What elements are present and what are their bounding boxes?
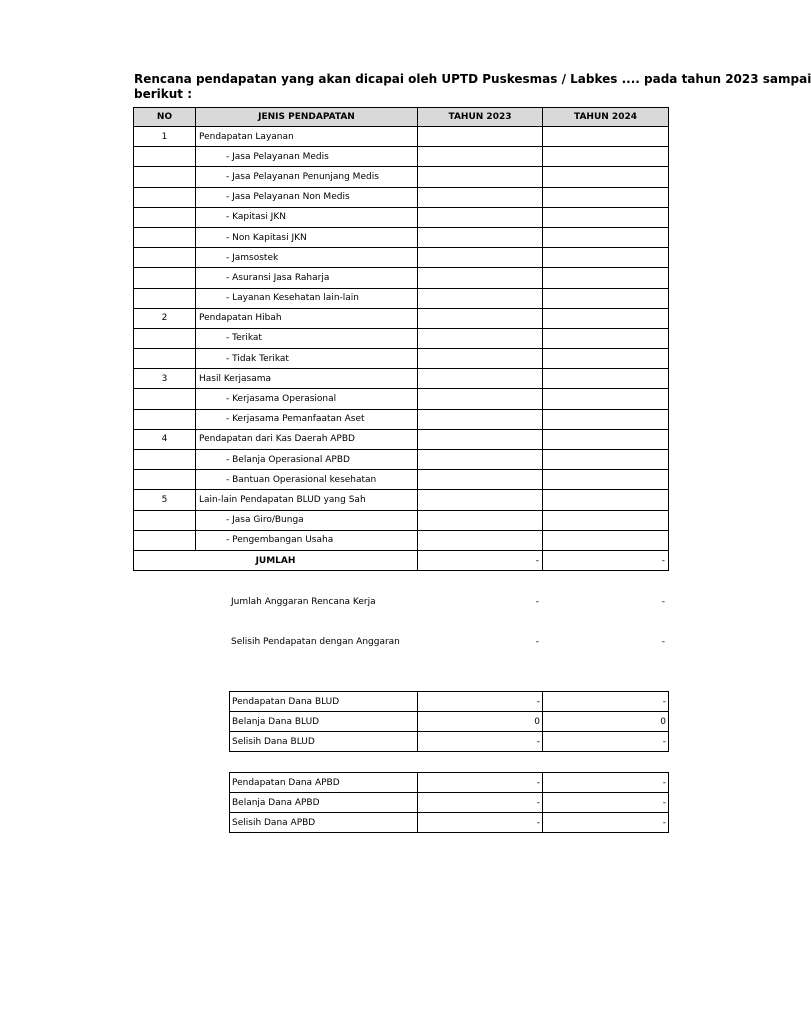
row-tahun-2024 (543, 530, 669, 550)
row-tahun-2023 (418, 389, 543, 409)
table-row (134, 429, 669, 449)
row-tahun-2024 (543, 389, 669, 409)
blud-table (229, 691, 669, 752)
apbd-table-body (230, 773, 669, 833)
blud-row (230, 692, 669, 712)
table-row (134, 470, 669, 490)
row-jenis-pendapatan: - Asuransi Jasa Raharja (196, 268, 418, 288)
table-row (134, 308, 669, 328)
apbd-2023: - (418, 773, 543, 793)
row-no: 5 (134, 490, 196, 510)
table-row (134, 510, 669, 530)
row-tahun-2024 (543, 127, 669, 147)
row-tahun-2023 (418, 490, 543, 510)
row-no (134, 207, 196, 227)
row-tahun-2024 (543, 268, 669, 288)
title-line-2: berikut : (134, 87, 192, 101)
row-jenis-pendapatan: - Layanan Kesehatan lain-lain (196, 288, 418, 308)
row-no (134, 409, 196, 429)
blud-2024: - (543, 692, 669, 712)
row-tahun-2024 (543, 510, 669, 530)
row-jenis-pendapatan: Pendapatan dari Kas Daerah APBD (196, 429, 418, 449)
row-tahun-2024 (543, 450, 669, 470)
row-tahun-2023 (418, 227, 543, 247)
table-row (134, 369, 669, 389)
row-tahun-2023 (418, 369, 543, 389)
row-tahun-2024 (543, 288, 669, 308)
row-no: 2 (134, 308, 196, 328)
row-tahun-2023 (418, 127, 543, 147)
blud-label: Pendapatan Dana BLUD (230, 692, 418, 712)
row-tahun-2023 (418, 147, 543, 167)
row-tahun-2023 (418, 207, 543, 227)
apbd-2023: - (418, 793, 543, 813)
row-jenis-pendapatan: - Kerjasama Operasional (196, 389, 418, 409)
summary-anggaran-2024: - (661, 597, 665, 607)
row-no (134, 450, 196, 470)
apbd-2024: - (543, 773, 669, 793)
row-tahun-2023 (418, 450, 543, 470)
row-no (134, 530, 196, 550)
blud-2024: 0 (543, 712, 669, 732)
header-tahun-2023: TAHUN 2023 (418, 108, 543, 127)
row-tahun-2023 (418, 187, 543, 207)
blud-label: Selisih Dana BLUD (230, 732, 418, 752)
table-row (134, 147, 669, 167)
blud-row (230, 732, 669, 752)
table-row (134, 187, 669, 207)
row-no (134, 167, 196, 187)
row-tahun-2024 (543, 490, 669, 510)
row-jenis-pendapatan: - Bantuan Operasional kesehatan (196, 470, 418, 490)
row-jenis-pendapatan: - Non Kapitasi JKN (196, 227, 418, 247)
row-tahun-2024 (543, 167, 669, 187)
apbd-row (230, 813, 669, 833)
row-tahun-2024 (543, 429, 669, 449)
table-row (134, 349, 669, 369)
table-row (134, 288, 669, 308)
blud-2023: 0 (418, 712, 543, 732)
blud-2024: - (543, 732, 669, 752)
summary-selisih-2024: - (661, 637, 665, 647)
table-row (134, 389, 669, 409)
table-row (134, 227, 669, 247)
table-row-total (134, 550, 669, 570)
table-row (134, 268, 669, 288)
row-tahun-2023 (418, 328, 543, 348)
table-body (134, 127, 669, 571)
row-tahun-2023 (418, 409, 543, 429)
table-row (134, 248, 669, 268)
row-jenis-pendapatan: - Jasa Pelayanan Non Medis (196, 187, 418, 207)
total-2024: - (543, 550, 669, 570)
row-tahun-2024 (543, 187, 669, 207)
summary-anggaran-row (231, 597, 668, 609)
row-tahun-2023 (418, 429, 543, 449)
row-no (134, 389, 196, 409)
blud-2023: - (418, 732, 543, 752)
table-header-row (134, 108, 669, 127)
summary-selisih-2023: - (535, 637, 539, 647)
row-tahun-2023 (418, 530, 543, 550)
row-jenis-pendapatan: - Tidak Terikat (196, 349, 418, 369)
row-no: 3 (134, 369, 196, 389)
revenue-plan-table (133, 107, 669, 571)
row-tahun-2024 (543, 147, 669, 167)
apbd-row (230, 773, 669, 793)
total-2023: - (418, 550, 543, 570)
table-row (134, 328, 669, 348)
row-tahun-2023 (418, 308, 543, 328)
row-jenis-pendapatan: Pendapatan Layanan (196, 127, 418, 147)
table-row (134, 127, 669, 147)
row-no (134, 268, 196, 288)
apbd-label: Selisih Dana APBD (230, 813, 418, 833)
row-jenis-pendapatan: - Jasa Pelayanan Medis (196, 147, 418, 167)
row-tahun-2023 (418, 349, 543, 369)
row-tahun-2023 (418, 470, 543, 490)
page-title (134, 72, 811, 102)
row-tahun-2023 (418, 248, 543, 268)
apbd-2023: - (418, 813, 543, 833)
blud-2023: - (418, 692, 543, 712)
row-no (134, 349, 196, 369)
row-no (134, 147, 196, 167)
total-label: JUMLAH (134, 550, 418, 570)
apbd-table (229, 772, 669, 833)
header-tahun-2024: TAHUN 2024 (543, 108, 669, 127)
summary-anggaran-label: Jumlah Anggaran Rencana Kerja (231, 597, 376, 607)
summary-anggaran-2023: - (535, 597, 539, 607)
blud-table-body (230, 692, 669, 752)
row-no: 1 (134, 127, 196, 147)
row-tahun-2024 (543, 248, 669, 268)
row-tahun-2024 (543, 227, 669, 247)
table-row (134, 167, 669, 187)
table-row (134, 530, 669, 550)
row-tahun-2024 (543, 470, 669, 490)
row-jenis-pendapatan: - Jamsostek (196, 248, 418, 268)
row-tahun-2024 (543, 308, 669, 328)
summary-selisih-label: Selisih Pendapatan dengan Anggaran (231, 637, 400, 647)
table-row (134, 490, 669, 510)
row-tahun-2023 (418, 510, 543, 530)
header-no: NO (134, 108, 196, 127)
title-line-1: Rencana pendapatan yang akan dicapai oleh UPTD Puskesmas / Labkes .... pada tahun 2023 sampai (134, 72, 811, 86)
row-jenis-pendapatan: - Jasa Giro/Bunga (196, 510, 418, 530)
blud-label: Belanja Dana BLUD (230, 712, 418, 732)
row-no (134, 288, 196, 308)
row-no (134, 187, 196, 207)
row-tahun-2024 (543, 349, 669, 369)
row-jenis-pendapatan: - Kapitasi JKN (196, 207, 418, 227)
row-jenis-pendapatan: Pendapatan Hibah (196, 308, 418, 328)
apbd-row (230, 793, 669, 813)
row-tahun-2023 (418, 288, 543, 308)
row-jenis-pendapatan: - Jasa Pelayanan Penunjang Medis (196, 167, 418, 187)
row-jenis-pendapatan: - Terikat (196, 328, 418, 348)
row-tahun-2023 (418, 167, 543, 187)
row-tahun-2024 (543, 369, 669, 389)
table-row (134, 207, 669, 227)
header-jenis-pendapatan: JENIS PENDAPATAN (196, 108, 418, 127)
row-no (134, 328, 196, 348)
apbd-2024: - (543, 793, 669, 813)
summary-selisih-row (231, 637, 668, 649)
table-row (134, 409, 669, 429)
row-tahun-2024 (543, 328, 669, 348)
blud-row (230, 712, 669, 732)
row-jenis-pendapatan: - Belanja Operasional APBD (196, 450, 418, 470)
row-no (134, 470, 196, 490)
row-jenis-pendapatan: Hasil Kerjasama (196, 369, 418, 389)
row-jenis-pendapatan: - Kerjasama Pemanfaatan Aset (196, 409, 418, 429)
row-jenis-pendapatan: Lain-lain Pendapatan BLUD yang Sah (196, 490, 418, 510)
apbd-2024: - (543, 813, 669, 833)
row-tahun-2024 (543, 207, 669, 227)
row-no: 4 (134, 429, 196, 449)
row-no (134, 510, 196, 530)
row-no (134, 248, 196, 268)
apbd-label: Belanja Dana APBD (230, 793, 418, 813)
row-tahun-2023 (418, 268, 543, 288)
apbd-label: Pendapatan Dana APBD (230, 773, 418, 793)
row-no (134, 227, 196, 247)
row-tahun-2024 (543, 409, 669, 429)
row-jenis-pendapatan: - Pengembangan Usaha (196, 530, 418, 550)
table-row (134, 450, 669, 470)
